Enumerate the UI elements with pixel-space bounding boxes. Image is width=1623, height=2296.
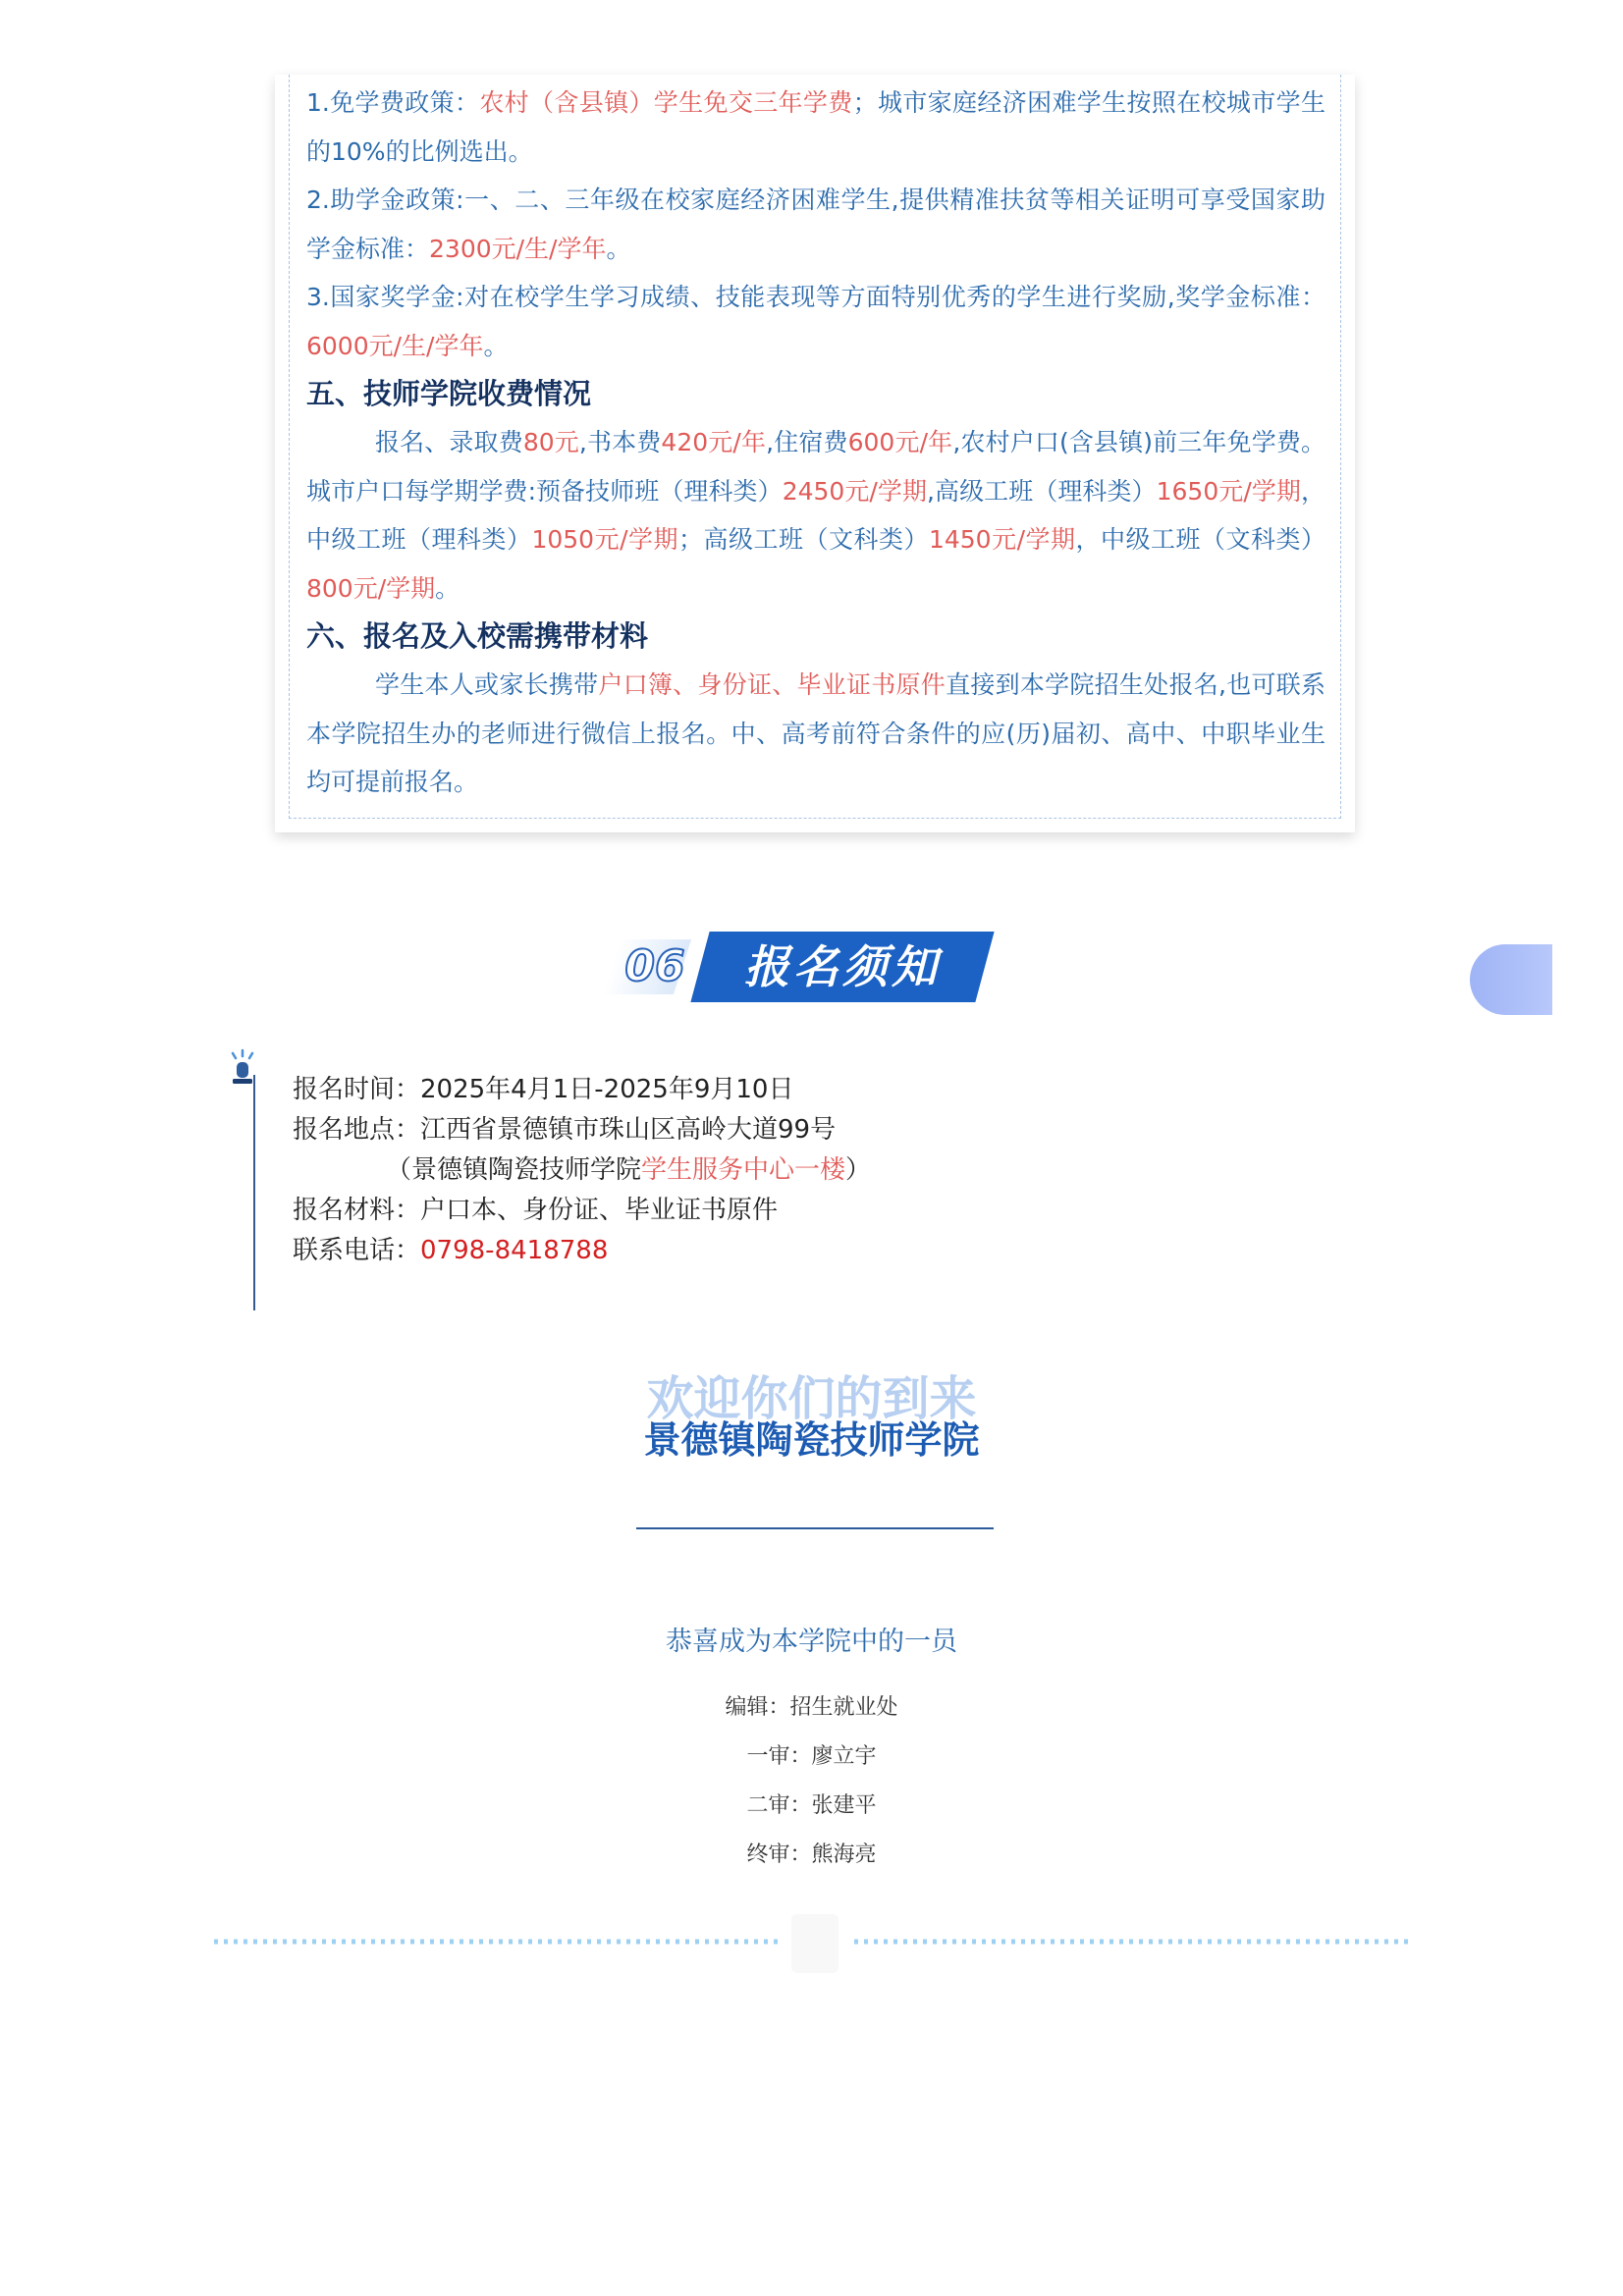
fees-paragraph [306, 418, 1325, 613]
fee-text: ；高级工班（文科类） [678, 525, 929, 554]
registration-place-note [293, 1150, 871, 1191]
fee-value: 600元/年 [847, 428, 953, 456]
fee-value: 2450元/学期 [782, 476, 928, 506]
info-label: 报名材料： [293, 1196, 421, 1225]
materials-text: 学生本人或家长携带 [375, 670, 599, 699]
policy-tuition-free [306, 79, 1325, 176]
info-note: （景德镇陶瓷技师学院 [386, 1155, 642, 1185]
policy-text: 3.国家奖学金:对在校学生学习成绩、技能表现等方面特别优秀的学生进行奖励,奖学金标准： [306, 283, 1325, 311]
info-note-highlight: 学生服务中心一楼 [641, 1155, 846, 1185]
registration-info [293, 1070, 871, 1271]
policy-text: 。 [606, 234, 631, 263]
section-banner-registration [604, 932, 997, 1002]
fee-value: 800元/学期 [306, 573, 436, 603]
info-note: ） [845, 1155, 872, 1185]
policy-content [306, 79, 1325, 807]
fee-text: ,农村户口(含县镇)前三年免学费。城市户口每学期学费:预备技师班（理科类） [306, 428, 1325, 506]
banner-number: 06 [624, 941, 685, 991]
policy-text: 。 [483, 331, 509, 360]
policy-text: 1.免学费政策： [306, 88, 480, 117]
info-timeline [253, 1075, 255, 1310]
policy-grant [306, 176, 1325, 273]
fee-value: 1650元/学期 [1156, 476, 1301, 506]
credit-second-review: 二审：张建平 [746, 1793, 877, 1818]
policy-highlight: 农村（含县镇）学生免交三年学费 [479, 88, 853, 117]
fee-value: 80元 [522, 428, 579, 456]
info-label: 联系电话： [293, 1236, 421, 1265]
welcome-divider [636, 1527, 994, 1529]
section-heading-fees: 五、技师学院收费情况 [306, 377, 592, 410]
credit-final-review: 终审：熊海亮 [746, 1842, 877, 1867]
credits-list [0, 1683, 1623, 1880]
info-label: 报名时间： [293, 1075, 421, 1104]
side-tab[interactable] [1470, 944, 1552, 1015]
materials-paragraph [306, 661, 1325, 807]
section-heading-materials: 六、报名及入校需携带材料 [306, 619, 649, 653]
fee-value: 420元/年 [661, 428, 767, 456]
fee-text: 。 [435, 573, 460, 603]
materials-highlight: 户口簿、身份证、毕业证书原件 [598, 670, 947, 699]
footer-center-mark [791, 1914, 839, 1973]
fee-value: 1050元/学期 [531, 525, 678, 554]
welcome-shadow-text: 欢迎你们的到来 [646, 1371, 977, 1426]
info-value: 2025年4月1日-2025年9月10日 [420, 1075, 794, 1104]
info-value: 江西省景德镇市珠山区高岭大道99号 [420, 1115, 837, 1145]
fee-text: ，中级工班（理科类） [306, 476, 1325, 554]
fee-text: 报名、录取费 [375, 428, 523, 456]
fee-text: ，中级工班（文科类） [1075, 525, 1325, 554]
info-label: 报名地点： [293, 1115, 421, 1145]
banner-title: 报名须知 [744, 940, 941, 993]
registration-materials [293, 1191, 871, 1231]
credit-first-review: 一审：廖立宇 [746, 1744, 877, 1769]
footer-dotted-line-left [214, 1939, 779, 1945]
school-name: 景德镇陶瓷技师学院 [643, 1418, 980, 1462]
registration-phone [293, 1231, 871, 1271]
policy-scholarship [306, 273, 1325, 370]
materials-text: 直接到本学院招生处报名,也可联系本学院招生办的老师进行微信上报名。中、高考前符合条件的应(历)届初、高中、中职毕业生均可提前报名。 [306, 670, 1325, 796]
fee-text: ,书本费 [578, 428, 662, 456]
registration-time [293, 1070, 871, 1110]
fee-text: ,住宿费 [766, 428, 848, 456]
congrats-text: 恭喜成为本学院中的一员 [666, 1627, 957, 1657]
policy-text: 2.助学金政策:一、二、三年级在校家庭经济困难学生,提供精准扶贫等相关证明可享受国家助学金标准： [306, 186, 1325, 263]
phone-number-link[interactable]: 0798-8418788 [420, 1236, 609, 1265]
info-value: 户口本、身份证、毕业证书原件 [420, 1196, 779, 1225]
policy-highlight: 6000元/生/学年 [306, 331, 484, 360]
fee-value: 1450元/学期 [928, 525, 1076, 554]
registration-place [293, 1110, 871, 1150]
policy-highlight: 2300元/生/学年 [429, 234, 607, 263]
credit-editor: 编辑：招生就业处 [725, 1695, 898, 1720]
policy-text: ；城市家庭经济困难学生按照在校城市学生的10%的比例选出。 [306, 88, 1325, 166]
fee-text: ,高级工班（理科类） [927, 476, 1157, 506]
footer-dotted-line-right [854, 1939, 1414, 1945]
